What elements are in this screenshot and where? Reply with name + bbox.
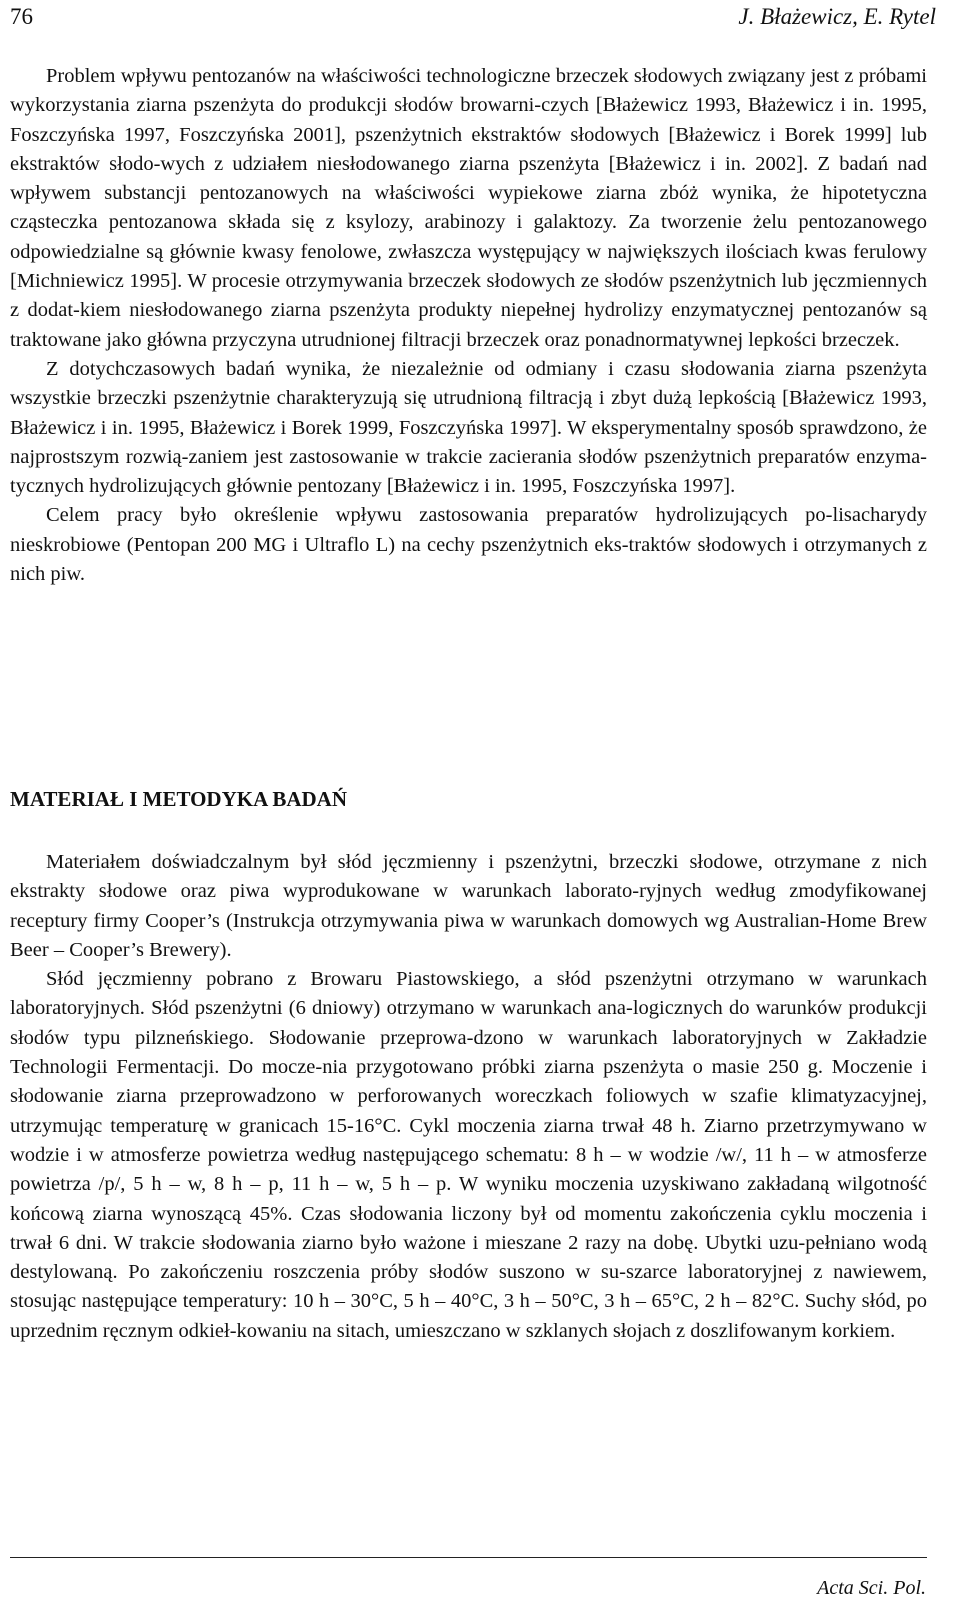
methods-section — [10, 848, 927, 1346]
page-header — [10, 0, 936, 34]
section-heading-methods: MATERIAŁ I METODYKA BADAŃ — [10, 787, 348, 811]
paragraph: Z dotychczasowych badań wynika, że niezależnie od odmiany i czasu słodowania ziarna pszenżyta wszystkie brzeczki pszenżytnie charakteryzują się utrudnioną filtracją i zbyt dużą lepkością [Błażewicz 1993, Błażewicz i in. 1995, Błażewicz i Borek 1999, Foszczyńska 1997]. W eksperymentalny sposób sprawdzono, że najprostszym rozwią-zaniem jest zastosowanie w trakcie zacierania słodów pszenżytnich preparatów enzyma-tycznych hydrolizujących głównie pentozany [Błażewicz i in. 1995, Foszczyńska 1997]. — [10, 357, 927, 498]
paragraph: Problem wpływu pentozanów na właściwości technologiczne brzeczek słodowych związany jest z próbami wykorzystania ziarna pszenżyta do produkcji słodów browarni-czych [Błażewicz 1993, Błażewicz i in. 1995, Foszczyńska 1997, Foszczyńska 2001], pszenżytnich ekstraktów słodowych [Błażewicz i Borek 1999] lub ekstraktów słodo-wych z udziałem niesłodowanego ziarna pszenżyta [Błażewicz i in. 2002]. Z badań nad wpływem substancji pentozanowych na właściwości wypiekowe ziarna zbóż wynika, że hipotetyczna cząsteczka pentozanowa składa się z ksylozy, arabinozy i galaktozy. Za tworzenie żelu pentozanowego odpowiedzialne są głównie kwasy fenolowe, zwłaszcza występujący w największych ilościach kwas ferulowy [Michniewicz 1995]. W procesie otrzymywania brzeczek słodowych ze słodów pszenżytnich lub jęczmiennych z dodat-kiem niesłodowanego ziarna pszenżyta produkty niepełnej hydrolizy enzymatycznej pentozanów są traktowane jako główna przyczyna utrudnionej filtracji brzeczek oraz ponadnormatywnej lepkości brzeczek. — [10, 65, 927, 351]
introduction-section — [10, 62, 927, 589]
paragraph: Materiałem doświadczalnym był słód jęczmienny i pszenżytni, brzeczki słodowe, otrzymane z nich ekstrakty słodowe oraz piwa wyprodukowane w warunkach laborato-ryjnych według zmodyfikowanej receptury firmy Cooper’s (Instrukcja otrzymywania piwa w warunkach domowych wg Australian-Home Brew Beer – Cooper’s Brewery). — [10, 851, 927, 961]
footer-divider — [10, 1557, 927, 1558]
paragraph: Słód jęczmienny pobrano z Browaru Piastowskiego, a słód pszenżytni otrzymano w warunkach laboratoryjnych. Słód pszenżytni (6 dniowy) otrzymano w warunkach ana-logicznych do warunków produkcji słodów typu pilzneńskiego. Słodowanie przeprowa-dzono w warunkach laboratoryjnych w Zakładzie Technologii Fermentacji. Do mocze-nia przygotowano próbki ziarna pszenżyta o masie 250 g. Moczenie i słodowanie ziarna przeprowadzono w perforowanych woreczkach foliowych w szafie klimatyzacyjnej, utrzymując temperaturę w granicach 15-16°C. Cykl moczenia ziarna trwał 48 h. Ziarno przetrzymywano w wodzie i w atmosferze powietrza według następującego schematu: 8 h – w wodzie /w/, 11 h – w atmosferze powietrza /p/, 5 h – w, 8 h – p, 11 h – w, 5 h – p. W wyniku moczenia uzyskiwano zakładaną wilgotność końcową ziarna wynoszącą 45%. Czas słodowania liczony był od momentu zakończenia cyklu moczenia i trwał 6 dni. W trakcie słodowania ziarno było ważone i mieszane 2 razy na dobę. Ubytki uzu-pełniano wodą destylowaną. Po zakończeniu roszczenia próby słodów suszono w su-szarce laboratoryjnej z nawiewem, stosując następujące temperatury: 10 h – 30°C, 5 h – 40°C, 3 h – 50°C, 3 h – 65°C, 2 h – 82°C. Suchy słód, po uprzednim ręcznym odkieł-kowaniu na sitach, umieszczano w szklanych słojach z doszlifowanym korkiem. — [10, 968, 927, 1342]
footer-journal-name: Acta Sci. Pol. — [817, 1577, 926, 1599]
paragraph: Celem pracy było określenie wpływu zastosowania preparatów hydrolizujących po-lisacharydy nieskrobiowe (Pentopan 200 MG i Ultraflo L) na cechy pszenżytnich eks-traktów słodowych i otrzymanych z nich piw. — [10, 504, 927, 586]
running-head-authors: J. Błażewicz, E. Rytel — [738, 4, 936, 29]
page-number: 76 — [10, 4, 33, 29]
